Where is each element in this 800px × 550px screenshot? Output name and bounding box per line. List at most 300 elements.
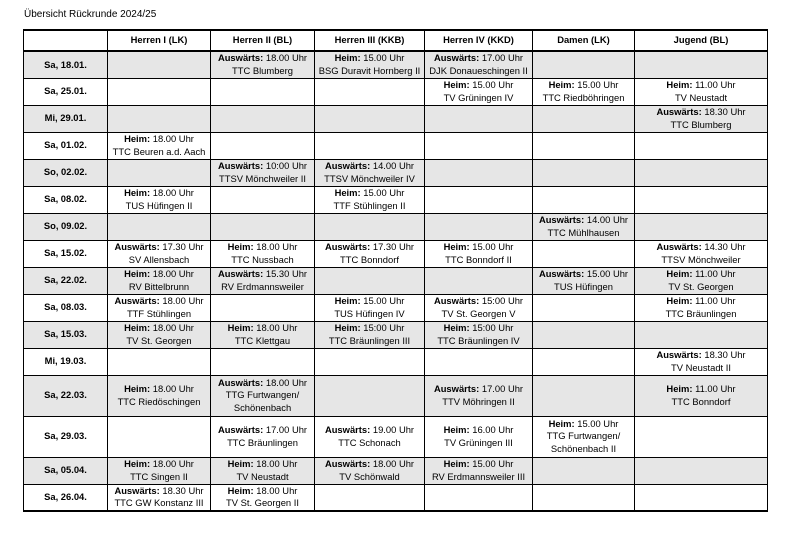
match-time: 18.30 Uhr: [704, 349, 746, 360]
row-date: Sa, 29.03.: [24, 416, 108, 457]
match-cell-herren-1: [108, 213, 211, 240]
table-row: [24, 375, 768, 416]
match-cell-herren-4: [425, 294, 533, 321]
match-time-line: [315, 160, 424, 173]
opponent-name: TV Grüningen IV: [443, 91, 514, 103]
match-time-line: [635, 106, 767, 119]
match-cell-herren-1: [108, 78, 211, 105]
match-cell-herren-2: [211, 416, 315, 457]
match-cell-herren-3: [315, 416, 425, 457]
match-time-line: [211, 322, 314, 335]
opponent-name: TTC Singen II: [130, 470, 188, 482]
match-cell-herren-2: [211, 105, 315, 132]
match-time: 17.30 Uhr: [372, 241, 415, 252]
match-time: 15:00 Uhr: [363, 322, 405, 333]
row-date: Mi, 19.03.: [24, 348, 108, 375]
match-time-line: [315, 458, 424, 471]
match-time-line: [108, 187, 210, 200]
match-time: 11.00 Uhr: [695, 268, 736, 279]
match-time: 18.00 Uhr: [256, 241, 298, 252]
opponent-name: TV St. Georgen II: [226, 497, 299, 509]
match-time-line: [533, 79, 634, 92]
match-cell-herren-4: [425, 78, 533, 105]
match-venue-type: Auswärts:: [217, 424, 264, 435]
match-time: 18.00 Uhr: [256, 484, 298, 496]
match-cell-herren-2: [211, 186, 315, 213]
match-cell-jugend: [635, 105, 768, 132]
match-venue-type: Auswärts:: [433, 295, 480, 306]
match-time: 18.30 Uhr: [704, 106, 746, 117]
match-cell-herren-3: [315, 267, 425, 294]
match-venue-type: Heim:: [443, 241, 470, 252]
match-venue-type: Heim:: [124, 383, 151, 394]
match-time: 11.00 Uhr: [695, 383, 736, 394]
match-time-line: [108, 241, 210, 254]
match-cell-damen: [533, 457, 635, 484]
match-cell-herren-3: [315, 186, 425, 213]
match-time-line: [425, 424, 532, 437]
match-time-line: [635, 295, 767, 308]
match-venue-type: Heim:: [443, 322, 470, 333]
table-row: [24, 105, 768, 132]
match-cell-herren-1: [108, 132, 211, 159]
match-venue-type: Heim:: [443, 424, 470, 435]
match-time-line: [635, 268, 767, 281]
match-cell-damen: [533, 484, 635, 511]
header-date: [24, 30, 108, 51]
table-row: [24, 321, 768, 348]
opponent-name: DJK Donaueschingen II: [429, 64, 528, 76]
match-cell-damen: [533, 294, 635, 321]
match-time-line: [315, 424, 424, 437]
opponent-name: Schönenbach: [233, 401, 292, 413]
opponent-name: TTC Bonndorf: [671, 395, 731, 407]
match-venue-type: Heim:: [124, 458, 151, 469]
opponent-name: TV Grüningen III: [444, 436, 513, 448]
match-venue-type: Auswärts:: [656, 106, 702, 117]
match-time: 18.30 Uhr: [162, 484, 204, 496]
match-cell-damen: [533, 267, 635, 294]
match-cell-herren-4: [425, 51, 533, 78]
match-cell-herren-3: [315, 132, 425, 159]
match-venue-type: Auswärts:: [217, 160, 264, 171]
match-cell-herren-1: [108, 267, 211, 294]
match-venue-type: Heim:: [548, 417, 575, 429]
header-row: [24, 30, 768, 51]
opponent-name: TTV Möhringen II: [442, 395, 515, 407]
table-row: [24, 240, 768, 267]
opponent-name: TTC Nussbach: [231, 253, 294, 265]
header-jugend: Jugend (BL): [635, 30, 768, 51]
opponent-name: TTC Bräunlingen: [227, 436, 298, 448]
match-cell-damen: [533, 348, 635, 375]
match-venue-type: Auswärts:: [217, 268, 264, 279]
match-time-line: [635, 79, 767, 92]
match-time: 16.00 Uhr: [472, 424, 514, 435]
match-cell-herren-2: [211, 375, 315, 416]
match-time: 18.00 Uhr: [256, 322, 298, 333]
opponent-name: TUS Hüfingen II: [125, 199, 193, 211]
match-cell-herren-4: [425, 321, 533, 348]
opponent-name: TV St. Georgen: [126, 334, 192, 346]
match-cell-herren-4: [425, 416, 533, 457]
match-venue-type: Heim:: [548, 79, 575, 90]
row-date: Sa, 22.03.: [24, 375, 108, 416]
table-row: [24, 51, 768, 78]
match-cell-herren-4: [425, 267, 533, 294]
match-time-line: [211, 485, 314, 498]
match-venue-type: Heim:: [227, 484, 254, 496]
opponent-name: TUS Hüfingen: [554, 280, 613, 292]
match-venue-type: Auswärts:: [217, 52, 264, 64]
match-venue-type: Auswärts:: [114, 241, 160, 252]
match-cell-herren-4: [425, 105, 533, 132]
match-time-line: [425, 79, 532, 92]
match-cell-herren-2: [211, 159, 315, 186]
opponent-name: TTG Furtwangen/: [225, 389, 300, 401]
match-time: 18.00 Uhr: [372, 458, 415, 469]
match-cell-jugend: [635, 321, 768, 348]
opponent-name: TV Neustadt II: [671, 361, 731, 373]
match-cell-herren-2: [211, 78, 315, 105]
match-time-line: [108, 268, 210, 281]
match-venue-type: Heim:: [124, 322, 151, 333]
match-cell-herren-3: [315, 457, 425, 484]
table-row: [24, 267, 768, 294]
table-row: [24, 484, 768, 511]
match-cell-damen: [533, 159, 635, 186]
match-time-line: [108, 322, 210, 335]
opponent-name: RV Bittelbrunn: [128, 280, 190, 292]
match-cell-herren-1: [108, 105, 211, 132]
opponent-name: TTF Stühlingen II: [333, 199, 406, 211]
schedule-body: [24, 51, 768, 511]
match-cell-damen: [533, 321, 635, 348]
match-venue-type: Auswärts:: [538, 268, 585, 279]
match-cell-jugend: [635, 294, 768, 321]
match-venue-type: Heim:: [334, 187, 361, 198]
match-time-line: [211, 377, 314, 390]
match-time: 18.00 Uhr: [152, 383, 194, 394]
match-time-line: [108, 485, 210, 498]
match-time-line: [533, 418, 634, 431]
match-cell-herren-3: [315, 240, 425, 267]
header-herren-3: Herren III (KKB): [315, 30, 425, 51]
match-venue-type: Auswärts:: [433, 52, 480, 64]
match-cell-herren-3: [315, 78, 425, 105]
row-date: So, 09.02.: [24, 213, 108, 240]
match-cell-herren-3: [315, 484, 425, 511]
match-cell-jugend: [635, 213, 768, 240]
match-cell-herren-3: [315, 294, 425, 321]
match-cell-jugend: [635, 348, 768, 375]
match-venue-type: Heim:: [227, 322, 254, 333]
match-time-line: [211, 241, 314, 254]
match-cell-herren-1: [108, 294, 211, 321]
match-time: 10:00 Uhr: [265, 160, 308, 171]
match-cell-herren-2: [211, 267, 315, 294]
match-time: 17.00 Uhr: [265, 424, 308, 435]
row-date: Sa, 08.03.: [24, 294, 108, 321]
table-row: [24, 213, 768, 240]
match-time-line: [635, 241, 767, 254]
match-venue-type: Auswärts:: [656, 349, 702, 360]
opponent-name: RV Erdmannsweiler: [221, 280, 304, 292]
match-time-line: [635, 349, 767, 362]
match-venue-type: Heim:: [334, 295, 361, 306]
match-time: 15.00 Uhr: [577, 79, 619, 90]
match-time-line: [108, 458, 210, 471]
match-cell-herren-2: [211, 348, 315, 375]
match-time-line: [211, 160, 314, 173]
match-cell-herren-3: [315, 105, 425, 132]
match-time: 14.00 Uhr: [586, 214, 629, 225]
match-venue-type: Auswärts:: [324, 424, 371, 435]
match-time: 11.00 Uhr: [695, 295, 736, 306]
table-row: [24, 294, 768, 321]
match-cell-jugend: [635, 159, 768, 186]
opponent-name: TV St. Georgen: [668, 280, 734, 292]
match-cell-damen: [533, 51, 635, 78]
match-time-line: [425, 322, 532, 335]
match-cell-herren-2: [211, 321, 315, 348]
opponent-name: TTSV Mönchweiler IV: [324, 172, 415, 184]
match-cell-damen: [533, 186, 635, 213]
match-time: 18.00 Uhr: [152, 322, 194, 333]
match-cell-damen: [533, 375, 635, 416]
match-time: 15.00 Uhr: [363, 187, 405, 198]
match-time: 18.00 Uhr: [265, 52, 308, 64]
match-time: 17.00 Uhr: [481, 52, 524, 64]
match-cell-herren-3: [315, 321, 425, 348]
match-cell-herren-2: [211, 240, 315, 267]
row-date: Sa, 08.02.: [24, 186, 108, 213]
opponent-name: TTC Bonndorf: [340, 253, 399, 265]
match-cell-herren-1: [108, 416, 211, 457]
match-cell-herren-2: [211, 294, 315, 321]
match-time-line: [315, 322, 424, 335]
match-venue-type: Heim:: [227, 458, 254, 469]
document-title: Übersicht Rückrunde 2024/25: [24, 9, 157, 20]
match-cell-jugend: [635, 132, 768, 159]
match-time-line: [425, 295, 532, 308]
row-date: Sa, 26.04.: [24, 484, 108, 511]
match-cell-damen: [533, 132, 635, 159]
schedule-table: [23, 29, 768, 512]
match-cell-damen: [533, 416, 635, 457]
opponent-name: BSG Duravit Hornberg II: [318, 64, 421, 76]
match-venue-type: Auswärts:: [538, 214, 585, 225]
opponent-name: TTC Bräunlingen III: [328, 334, 411, 346]
match-time: 17.30 Uhr: [162, 241, 204, 252]
match-time-line: [425, 52, 532, 65]
match-cell-herren-1: [108, 159, 211, 186]
match-cell-herren-4: [425, 159, 533, 186]
match-cell-herren-4: [425, 348, 533, 375]
table-row: [24, 348, 768, 375]
opponent-name: TTC Bonndorf II: [445, 253, 512, 265]
match-time-line: [533, 268, 634, 281]
match-time: 14.30 Uhr: [704, 241, 746, 252]
match-venue-type: Heim:: [666, 295, 693, 306]
opponent-name: TTC GW Konstanz III: [114, 497, 204, 509]
header-herren-2: Herren II (BL): [211, 30, 315, 51]
match-time: 18.00 Uhr: [152, 458, 194, 469]
match-time-line: [211, 52, 314, 65]
row-date: Sa, 01.02.: [24, 132, 108, 159]
match-cell-jugend: [635, 484, 768, 511]
match-venue-type: Auswärts:: [217, 376, 264, 388]
match-time-line: [315, 241, 424, 254]
match-venue-type: Auswärts:: [433, 383, 480, 394]
match-time: 18.00 Uhr: [152, 268, 194, 279]
table-row: [24, 186, 768, 213]
table-row: [24, 416, 768, 457]
match-cell-jugend: [635, 375, 768, 416]
match-cell-herren-2: [211, 457, 315, 484]
row-date: Sa, 15.03.: [24, 321, 108, 348]
match-venue-type: Heim:: [666, 383, 693, 394]
match-time: 18.00 Uhr: [162, 295, 204, 306]
row-date: Sa, 18.01.: [24, 51, 108, 78]
match-venue-type: Auswärts:: [324, 160, 371, 171]
match-cell-herren-4: [425, 375, 533, 416]
match-time: 15.00 Uhr: [586, 268, 629, 279]
match-time: 18.00 Uhr: [152, 133, 194, 144]
opponent-name: TTC Schonach: [338, 436, 401, 448]
match-venue-type: Auswärts:: [656, 241, 702, 252]
match-cell-damen: [533, 105, 635, 132]
match-venue-type: Auswärts:: [114, 295, 160, 306]
match-venue-type: Auswärts:: [114, 484, 160, 496]
match-venue-type: Heim:: [443, 79, 470, 90]
match-venue-type: Heim:: [227, 241, 254, 252]
match-time: 15.30 Uhr: [265, 268, 308, 279]
match-time: 18.00 Uhr: [152, 187, 194, 198]
match-time-line: [211, 424, 314, 437]
match-cell-herren-2: [211, 51, 315, 78]
table-row: [24, 457, 768, 484]
match-time-line: [211, 458, 314, 471]
opponent-name: TTSV Mönchweiler II: [218, 172, 306, 184]
header-herren-1: Herren I (LK): [108, 30, 211, 51]
match-time-line: [635, 383, 767, 396]
opponent-name: RV Erdmannsweiler III: [431, 470, 526, 482]
opponent-name: SV Allensbach: [128, 253, 190, 265]
match-venue-type: Auswärts:: [324, 241, 371, 252]
row-date: Sa, 15.02.: [24, 240, 108, 267]
match-time-line: [315, 187, 424, 200]
opponent-name: TUS Hüfingen IV: [334, 307, 405, 319]
match-cell-jugend: [635, 186, 768, 213]
match-cell-herren-2: [211, 213, 315, 240]
match-cell-herren-3: [315, 159, 425, 186]
opponent-name: TTC Mühlhausen: [547, 226, 620, 238]
header-herren-4: Herren IV (KKD): [425, 30, 533, 51]
opponent-name: TTC Bräunlingen: [665, 307, 737, 319]
match-cell-herren-2: [211, 484, 315, 511]
match-venue-type: Heim:: [124, 133, 151, 144]
opponent-name: TTC Klettgau: [234, 334, 291, 346]
match-cell-herren-1: [108, 240, 211, 267]
opponent-name: TTC Blumberg: [232, 64, 293, 76]
match-cell-jugend: [635, 51, 768, 78]
match-cell-herren-1: [108, 186, 211, 213]
opponent-name: TV Schönwald: [339, 470, 400, 482]
match-time: 14.00 Uhr: [372, 160, 415, 171]
opponent-name: TTC Blumberg: [670, 118, 732, 130]
match-cell-herren-3: [315, 213, 425, 240]
opponent-name: TV St. Georgen V: [441, 307, 516, 319]
match-time: 17.00 Uhr: [481, 383, 524, 394]
match-time: 19.00 Uhr: [372, 424, 415, 435]
match-cell-herren-3: [315, 51, 425, 78]
opponent-name: TV Neustadt: [236, 470, 289, 482]
match-time-line: [315, 295, 424, 308]
opponent-name: Schönenbach II: [550, 442, 617, 454]
match-cell-damen: [533, 213, 635, 240]
table-row: [24, 132, 768, 159]
match-time: 15.00 Uhr: [472, 79, 514, 90]
row-date: Sa, 25.01.: [24, 78, 108, 105]
opponent-name: TTG Furtwangen/: [546, 430, 621, 442]
table-row: [24, 78, 768, 105]
match-time: 11.00 Uhr: [695, 79, 736, 90]
match-time-line: [425, 241, 532, 254]
match-venue-type: Heim:: [443, 458, 470, 469]
match-cell-jugend: [635, 78, 768, 105]
match-cell-herren-4: [425, 240, 533, 267]
match-venue-type: Heim:: [666, 268, 693, 279]
row-date: Sa, 22.02.: [24, 267, 108, 294]
match-time-line: [108, 133, 210, 146]
row-date: Sa, 05.04.: [24, 457, 108, 484]
match-cell-herren-4: [425, 213, 533, 240]
match-cell-herren-1: [108, 51, 211, 78]
match-cell-herren-1: [108, 348, 211, 375]
match-time: 18.00 Uhr: [265, 376, 308, 388]
match-time-line: [533, 214, 634, 227]
match-cell-damen: [533, 78, 635, 105]
row-date: Mi, 29.01.: [24, 105, 108, 132]
match-time: 15.00 Uhr: [577, 417, 619, 429]
match-time-line: [425, 383, 532, 396]
match-cell-herren-4: [425, 186, 533, 213]
table-row: [24, 159, 768, 186]
match-time-line: [211, 268, 314, 281]
match-time-line: [108, 383, 210, 396]
match-cell-herren-3: [315, 375, 425, 416]
match-cell-jugend: [635, 240, 768, 267]
match-cell-jugend: [635, 457, 768, 484]
opponent-name: TTC Riedböhringen: [542, 91, 625, 103]
match-venue-type: Heim:: [124, 268, 151, 279]
match-cell-jugend: [635, 267, 768, 294]
opponent-name: TTC Beuren a.d. Aach: [112, 145, 206, 157]
match-time: 15.00 Uhr: [472, 241, 514, 252]
match-time-line: [315, 52, 424, 65]
match-time-line: [425, 458, 532, 471]
match-venue-type: Heim:: [666, 79, 693, 90]
match-time: 18.00 Uhr: [256, 458, 298, 469]
match-cell-herren-1: [108, 457, 211, 484]
match-cell-herren-3: [315, 348, 425, 375]
match-cell-herren-4: [425, 132, 533, 159]
match-cell-herren-2: [211, 132, 315, 159]
match-time-line: [108, 295, 210, 308]
match-cell-damen: [533, 240, 635, 267]
match-time: 15:00 Uhr: [481, 295, 524, 306]
